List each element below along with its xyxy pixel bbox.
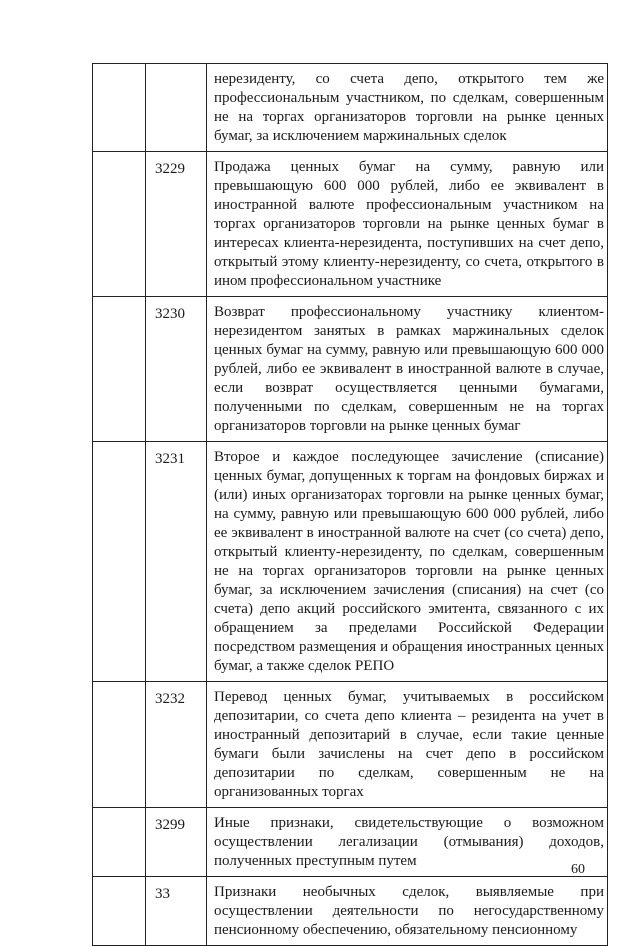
empty-cell	[93, 808, 146, 877]
empty-cell	[93, 152, 146, 297]
description-cell	[207, 152, 608, 297]
empty-cell	[93, 297, 146, 442]
code-cell	[146, 877, 207, 946]
row-code: 3229	[155, 161, 185, 177]
table-row	[93, 64, 608, 152]
empty-cell	[93, 442, 146, 682]
empty-cell	[93, 877, 146, 946]
description-cell	[207, 808, 608, 877]
empty-cell	[93, 64, 146, 152]
code-cell	[146, 682, 207, 808]
description-cell	[207, 64, 608, 152]
table-row	[93, 442, 608, 682]
row-text: нерезиденту, со счета депо, открытого тем же профессиональным участником, по сделкам, совершенным не на торгах организаторов торговли на рынке ценных бумаг, за исключением маржинальных сделок	[214, 71, 604, 144]
row-code	[146, 64, 206, 72]
row-code: 3299	[155, 817, 185, 833]
description-cell	[207, 442, 608, 682]
row-code: 3230	[155, 306, 185, 322]
row-text: Второе и каждое последующее зачисление (списание) ценных бумаг, допущенных к торгам на фондовых биржах и (или) иных организаторах торговли на рынке ценных бумаг, на сумму, равную или превышающую 600 000 рублей, либо ее эквивалент в иностранной валюте на счет (со счета) депо, открытый клиенту-нерезиденту, по сделкам, совершенным не на торгах организаторов торговли на рынке ценных бумаг, за исключением зачисления (списания) на счет (со счета) депо акций российского эмитента, связанного с их обращением за пределами Российской Федерации посредством размещения и обращения иностранных ценных бумаг, а также сделок РЕПО	[214, 449, 604, 674]
description-cell	[207, 682, 608, 808]
row-text: Перевод ценных бумаг, учитываемых в российском депозитарии, со счета депо клиента – резидента на учет в иностранный депозитарий в случае, если такие ценные бумаги были зачислены на счет депо в российском депозитарии по сделкам, совершенным не на организованных торгах	[214, 689, 604, 800]
row-text: Возврат профессиональному участнику клиентом-нерезидентом занятых в рамках маржинальных сделок ценных бумаг на сумму, равную или превышающую 600 000 рублей, либо ее эквивалент в иностранной валюте в случае, если возврат осуществляется ценными бумагами, полученными по сделкам, совершенным не на торгах организаторов торговли на рынке ценных бумаг	[214, 304, 604, 434]
row-code: 3231	[155, 451, 185, 467]
table-row	[93, 152, 608, 297]
code-cell	[146, 152, 207, 297]
codes-table	[92, 63, 608, 946]
table-row	[93, 297, 608, 442]
description-cell	[207, 877, 608, 946]
code-cell	[146, 64, 207, 152]
code-cell	[146, 442, 207, 682]
table-row	[93, 682, 608, 808]
code-cell	[146, 808, 207, 877]
page-number: 60	[571, 862, 585, 877]
row-text: Признаки необычных сделок, выявляемые при осуществлении деятельности по негосударственному пенсионному обеспечению, обязательному пенсионному	[214, 884, 604, 938]
table-row	[93, 877, 608, 946]
row-code: 33	[155, 886, 170, 902]
empty-cell	[93, 682, 146, 808]
description-cell	[207, 297, 608, 442]
table-row	[93, 808, 608, 877]
row-code: 3232	[155, 691, 185, 707]
row-text: Продажа ценных бумаг на сумму, равную или превышающую 600 000 рублей, либо ее эквивалент в иностранной валюте профессиональным участником на торгах организаторов торговли на рынке ценных бумаг в интересах клиента-нерезидента, поступивших на счет депо, открытый этому клиенту-нерезиденту, со счета, открытого в ином профессиональном участнике	[214, 159, 604, 289]
code-cell	[146, 297, 207, 442]
row-text: Иные признаки, свидетельствующие о возможном осуществлении легализации (отмывания) доходов, полученных преступным путем	[214, 815, 604, 869]
